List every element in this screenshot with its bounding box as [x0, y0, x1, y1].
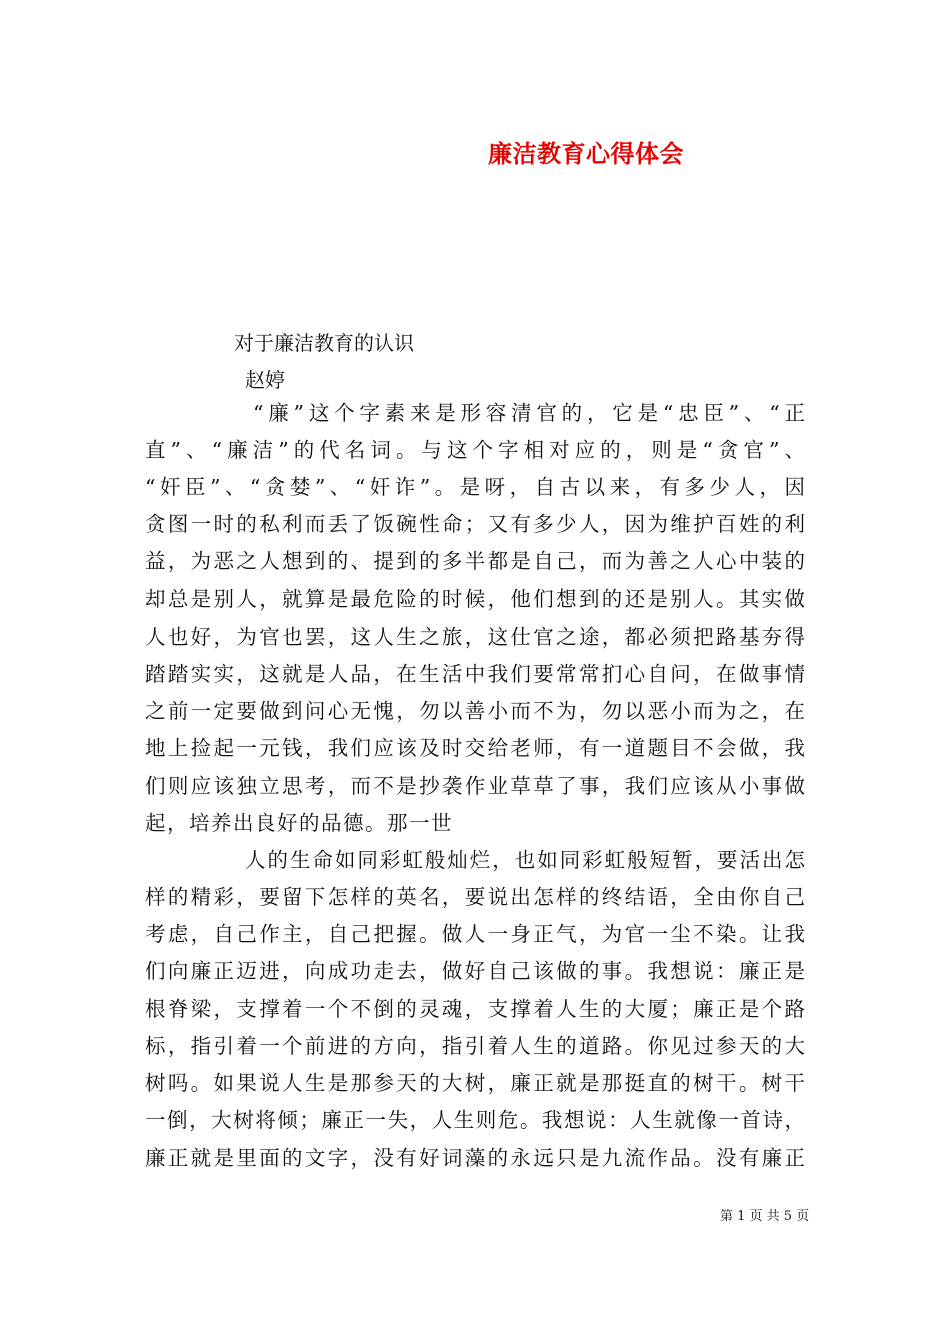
page-footer: 第 1 页 共 5 页 [720, 1209, 810, 1224]
text-line: 树吗。如果说人生是那参天的大树，廉正就是那挺直的树干。树干 [145, 1071, 805, 1095]
text-line: 起，培养出良好的品德。那一世 [145, 811, 453, 835]
text-line: 考虑，自己作主，自己把握。做人一身正气，为官一尘不染。让我 [145, 922, 805, 946]
author: 赵婷 [245, 368, 285, 392]
text-line: 一倒，大树将倾；廉正一失，人生则危。我想说：人生就像一首诗， [145, 1108, 805, 1132]
text-line: 直”、“廉洁”的代名词。与这个字相对应的，则是“贪官”、 [145, 438, 805, 462]
text-line: 标，指引着一个前进的方向，指引着人生的道路。你见过参天的大 [145, 1034, 805, 1058]
text-line: 廉正就是里面的文字，没有好词藻的永远只是九流作品。没有廉正 [145, 1146, 805, 1170]
text-line: “廉”这个字素来是形容清官的，它是“忠臣”、“正 [253, 401, 805, 425]
subtitle: 对于廉洁教育的认识 [234, 331, 414, 355]
text-line: 益，为恶之人想到的、提到的多半都是自己，而为善之人心中装的 [145, 549, 805, 573]
text-line: 之前一定要做到问心无愧，勿以善小而不为，勿以恶小而为之，在 [145, 699, 805, 723]
document-title: 廉洁教育心得体会 [488, 139, 684, 168]
text-line: “奸臣”、“贪婪”、“奸诈”。是呀，自古以来，有多少人，因 [145, 475, 805, 499]
text-line: 人也好，为官也罢，这人生之旅，这仕官之途，都必须把路基夯得 [145, 625, 805, 649]
text-line: 根脊梁，支撑着一个不倒的灵魂，支撑着人生的大厦；廉正是个路 [145, 997, 805, 1021]
text-line: 踏踏实实，这就是人品，在生活中我们要常常扪心自问，在做事情 [145, 662, 805, 686]
text-line: 们则应该独立思考，而不是抄袭作业草草了事，我们应该从小事做 [145, 774, 805, 798]
text-line: 样的精彩，要留下怎样的英名，要说出怎样的终结语，全由你自己 [145, 885, 805, 909]
text-line: 地上捡起一元钱，我们应该及时交给老师，有一道题目不会做，我 [145, 736, 805, 760]
text-line: 贪图一时的私利而丢了饭碗性命；又有多少人，因为维护百姓的利 [145, 512, 805, 536]
text-line: 人的生命如同彩虹般灿烂，也如同彩虹般短暂，要活出怎 [245, 848, 805, 872]
text-line: 却总是别人，就算是最危险的时候，他们想到的还是别人。其实做 [145, 587, 805, 611]
text-line: 们向廉正迈进，向成功走去，做好自己该做的事。我想说：廉正是 [145, 959, 805, 983]
